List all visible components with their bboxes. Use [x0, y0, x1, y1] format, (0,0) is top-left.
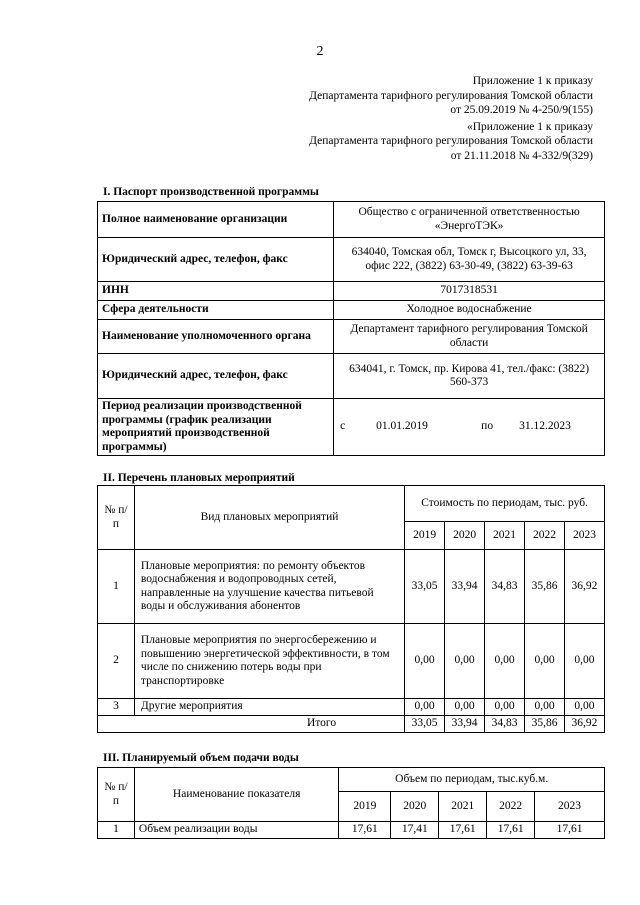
col-num-header: № п/п: [98, 486, 135, 550]
row-value: 634041, г. Томск, пр. Кирова 41, тел./факс: (3822) 560-373: [334, 354, 605, 399]
table-row: [98, 624, 605, 699]
table-header-row: [98, 486, 605, 522]
row-value: 17,41: [391, 822, 439, 839]
year-header: 2019: [339, 792, 391, 822]
passport-table: [97, 201, 605, 456]
table-row: [98, 550, 605, 624]
row-value: 0,00: [445, 699, 485, 716]
year-header: 2022: [525, 522, 565, 550]
header-line: «Приложение 1 к приказу: [466, 120, 593, 133]
year-header: 2022: [487, 792, 535, 822]
row-value: 36,92: [564, 550, 604, 624]
year-header: 2020: [391, 792, 439, 822]
period-to: 31.12.2023: [519, 420, 571, 433]
row-label: Юридический адрес, телефон, факс: [98, 354, 334, 399]
col-name-header: Вид плановых мероприятий: [134, 486, 404, 550]
table-row: [98, 822, 605, 839]
row-label: Юридический адрес, телефон, факс: [98, 238, 334, 282]
col-volume-header: Объем по периодам, тыс.куб.м.: [339, 768, 605, 792]
table-row: [98, 282, 605, 301]
total-value: 36,92: [564, 716, 604, 733]
row-value: 17,61: [339, 822, 391, 839]
row-value: 0,00: [485, 624, 525, 699]
row-value: 0,00: [445, 624, 485, 699]
period-value: [334, 399, 605, 456]
header-line: Департамента тарифного регулирования Томской области: [309, 89, 593, 102]
table-row: [98, 399, 605, 456]
order-appendix-header: [173, 74, 593, 164]
period-label: Период реализации производственной программы (график реализации мероприятий производственной программы): [98, 399, 334, 456]
col-cost-header: Стоимость по периодам, тыс. руб.: [405, 486, 605, 522]
total-value: 35,86: [525, 716, 565, 733]
water-volume-table: [97, 767, 605, 839]
row-name: Плановые мероприятия по энергосбережению и повышению энергетической эффективности, в том числе по снижению потерь воды при транспортировке: [134, 624, 404, 699]
row-value: Департамент тарифного регулирования Томской области: [334, 320, 605, 354]
header-line: Приложение 1 к приказу: [472, 75, 593, 87]
table-row: [98, 238, 605, 282]
year-header: 2020: [445, 522, 485, 550]
total-label: Итого: [134, 716, 404, 733]
row-label: ИНН: [98, 282, 334, 301]
row-value: 34,83: [485, 550, 525, 624]
row-value: 0,00: [485, 699, 525, 716]
row-value: 33,94: [445, 550, 485, 624]
row-label: Сфера деятельности: [98, 301, 334, 320]
total-value: 33,05: [405, 716, 445, 733]
row-value: 0,00: [564, 699, 604, 716]
year-header: 2019: [405, 522, 445, 550]
table-row: [98, 354, 605, 399]
row-value: 634040, Томская обл, Томск г, Высоцкого ул, 33, офис 222, (3822) 63-30-49, (3822) 63-39-63: [334, 238, 605, 282]
row-num: 1: [98, 550, 135, 624]
period-from: 01.01.2019: [376, 420, 428, 433]
row-value: 7017318531: [334, 282, 605, 301]
total-value: 33,94: [445, 716, 485, 733]
total-value: 34,83: [485, 716, 525, 733]
period-to-word: по: [481, 420, 494, 433]
table-row: [98, 301, 605, 320]
row-value: 0,00: [525, 624, 565, 699]
row-label: Полное наименование организации: [98, 202, 334, 238]
row-value: 33,05: [405, 550, 445, 624]
row-value: 17,61: [487, 822, 535, 839]
row-value: 17,61: [535, 822, 605, 839]
table-row: [98, 320, 605, 354]
row-name: Объем реализации воды: [134, 822, 338, 839]
col-name-header: Наименование показателя: [134, 768, 338, 822]
row-name: Плановые мероприятия: по ремонту объектов водоснабжения и водопроводных сетей, направленные на улучшение качества питьевой воды и обслуживания абонентов: [134, 550, 404, 624]
total-row: [98, 716, 605, 733]
row-value: 17,61: [439, 822, 487, 839]
section3-title: III. Планируемый объем подачи воды: [103, 752, 299, 764]
period-from-word: с: [340, 420, 346, 433]
section2-title: II. Перечень плановых мероприятий: [103, 472, 295, 484]
row-value: 0,00: [525, 699, 565, 716]
row-value: 0,00: [405, 624, 445, 699]
year-header: 2023: [535, 792, 605, 822]
year-header: 2023: [564, 522, 604, 550]
table-row: [98, 202, 605, 238]
table-header-row: [98, 768, 605, 792]
header-line: от 25.09.2019 № 4-250/9(155): [450, 104, 593, 117]
row-num: 2: [98, 624, 135, 699]
year-header: 2021: [439, 792, 487, 822]
row-name: Другие мероприятия: [134, 699, 404, 716]
row-num: 3: [98, 699, 135, 716]
table-row: [98, 699, 605, 716]
section1-title: I. Паспорт производственной программы: [103, 186, 319, 198]
header-line: Департамента тарифного регулирования Томской области: [309, 135, 593, 148]
row-value: 0,00: [405, 699, 445, 716]
header-line: от 21.11.2018 № 4-332/9(329): [450, 149, 593, 162]
col-num-header: № п/п: [98, 768, 135, 822]
row-label: Наименование уполномоченного органа: [98, 320, 334, 354]
measures-table: [97, 485, 605, 733]
row-value: Холодное водоснабжение: [334, 301, 605, 320]
row-value: 0,00: [564, 624, 604, 699]
row-num: 1: [98, 822, 135, 839]
page-number: 2: [316, 44, 324, 59]
row-value: 35,86: [525, 550, 565, 624]
row-value: Общество с ограниченной ответственностью «ЭнергоТЭК»: [334, 202, 605, 238]
year-header: 2021: [485, 522, 525, 550]
